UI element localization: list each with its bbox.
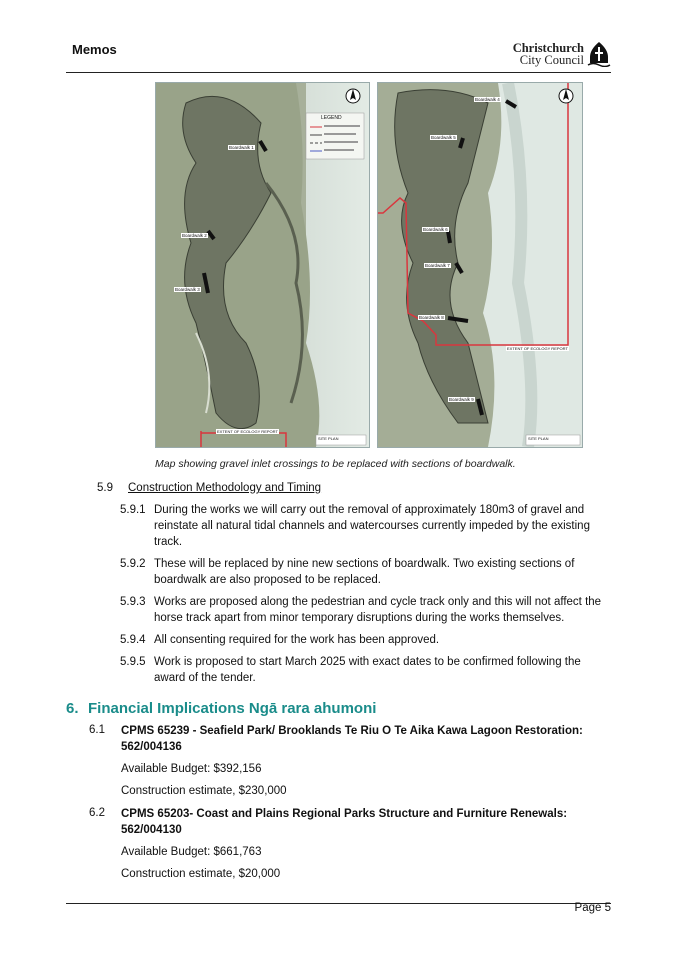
paragraph-5-9-2	[120, 556, 620, 588]
boardwalk-label: Boardwalk 4	[475, 97, 500, 102]
section-title: Financial Implications Ngā rara ahumoni	[88, 700, 377, 717]
section-5-9-heading	[97, 480, 617, 498]
header-divider	[66, 72, 611, 73]
boardwalk-label: Boardwalk 6	[423, 227, 448, 232]
extent-label: EXTENT OF ECOLOGY REPORT	[507, 346, 568, 351]
map-caption: Map showing gravel inlet crossings to be replaced with sections of boardwalk.	[155, 458, 516, 470]
item-heading: CPMS 65203- Coast and Plains Regional Parks Structure and Furniture Renewals: 562/004130	[121, 808, 568, 836]
available-budget: Available Budget: $392,156	[121, 763, 262, 775]
item-heading: CPMS 65239 - Seafield Park/ Brooklands Te Riu O Te Aika Kawa Lagoon Restoration: 562/004136	[121, 725, 583, 753]
legend-title: LEGEND	[321, 115, 342, 121]
boardwalk-label: Boardwalk 5	[431, 135, 456, 140]
site-plan-label: SITE PLAN	[528, 436, 549, 441]
paragraph-number: 5.9.4	[120, 634, 146, 646]
council-logo	[513, 39, 611, 69]
site-plan-label: SITE PLAN	[318, 436, 339, 441]
paragraph-5-9-3	[120, 594, 620, 626]
paragraph-number: 5.9.3	[120, 596, 146, 608]
item-number: 6.1	[89, 724, 105, 736]
paragraph-text: Works are proposed along the pedestrian and cycle track only and this will not affect the horse track apart from minor temporary disruptions during the works themselves.	[154, 596, 602, 624]
paragraph-text: These will be replaced by nine new sections of boardwalk. Two existing sections of boardwalk are also proposed to be replaced.	[154, 558, 575, 586]
paragraph-5-9-1	[120, 502, 620, 550]
paragraph-text: Work is proposed to start March 2025 with exact dates to be confirmed following the award of the tender.	[154, 656, 581, 684]
logo-line-1: Christchurch	[512, 41, 584, 55]
section-number: 5.9	[97, 482, 113, 494]
available-budget: Available Budget: $661,763	[121, 846, 262, 858]
paragraph-text: During the works we will carry out the removal of approximately 180m3 of gravel and reinstate all natural tidal channels and watercourses currently impeded by the existing track.	[154, 504, 590, 548]
boardwalk-label: Boardwalk 7	[425, 263, 450, 268]
paragraph-number: 5.9.2	[120, 558, 146, 570]
section-title: Construction Methodology and Timing	[128, 482, 322, 494]
map-right	[377, 82, 583, 448]
extent-label: EXTENT OF ECOLOGY REPORT	[217, 429, 278, 434]
map-left	[155, 82, 370, 448]
construction-estimate: Construction estimate, $230,000	[121, 785, 287, 797]
boardwalk-label: Boardwalk 3	[175, 287, 200, 292]
paragraph-text: All consenting required for the work has been approved.	[154, 634, 440, 646]
cathedral-logo-icon	[587, 41, 611, 67]
paragraph-number: 5.9.1	[120, 504, 146, 516]
boardwalk-label: Boardwalk 1	[229, 145, 254, 150]
footer-divider	[66, 903, 611, 904]
page-number: Page 5	[574, 902, 611, 914]
page-header	[66, 40, 611, 74]
boardwalk-label: Boardwalk 2	[182, 233, 207, 238]
construction-estimate: Construction estimate, $20,000	[121, 868, 281, 880]
section-number: 6.	[66, 700, 79, 717]
paragraph-5-9-5	[120, 654, 620, 686]
logo-line-2: City Council	[519, 53, 584, 67]
boardwalk-label: Boardwalk 8	[419, 315, 444, 320]
section-6-heading	[66, 700, 376, 717]
item-number: 6.2	[89, 807, 105, 819]
paragraph-5-9-4	[120, 632, 620, 648]
paragraph-number: 5.9.5	[120, 656, 146, 668]
boardwalk-label: Boardwalk 9	[449, 397, 474, 402]
header-title: Memos	[72, 42, 117, 57]
